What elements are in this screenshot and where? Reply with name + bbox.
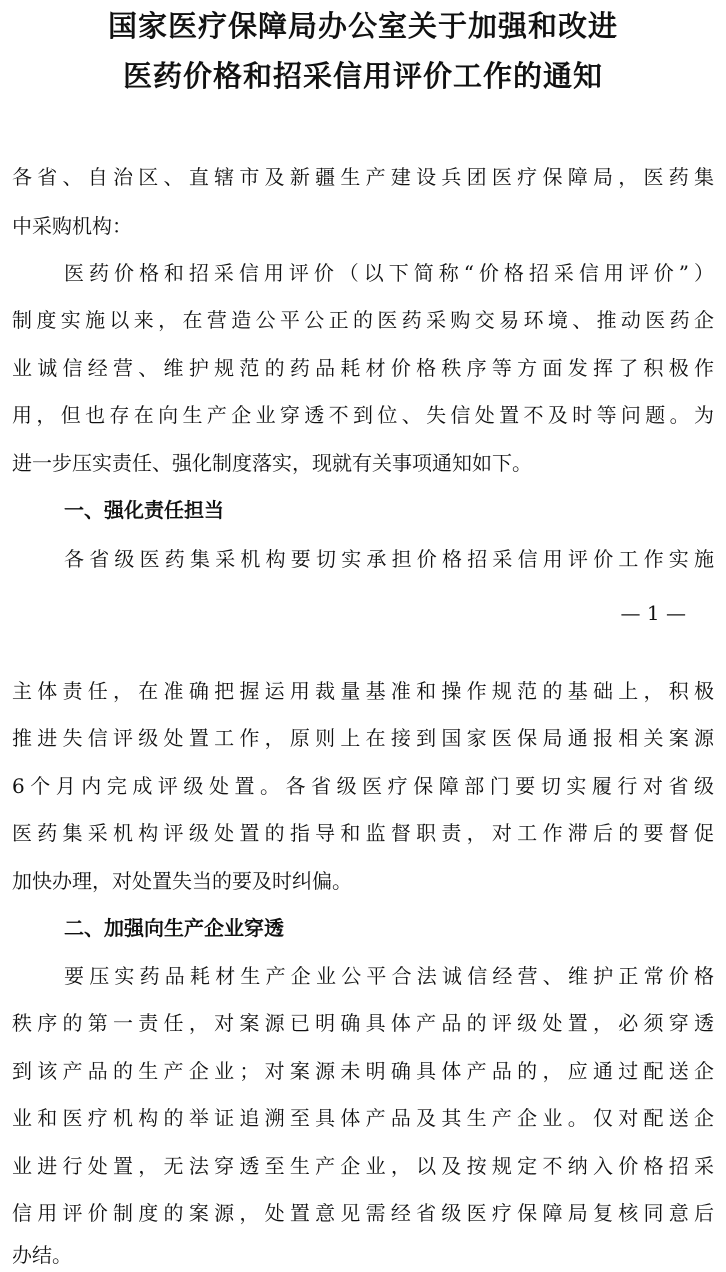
paragraph-line: 业和医疗机构的举证追溯至具体产品及其生产企业。仅对配送企 [12, 1106, 714, 1130]
paragraph-line: 主体责任，在准确把握运用裁量基准和操作规范的基础上，积极 [12, 679, 714, 703]
paragraph-line: 业进行处置，无法穿透至生产企业，以及按规定不纳入价格招采 [12, 1154, 714, 1178]
paragraph-line: 进一步压实责任、强化制度落实，现就有关事项通知如下。 [12, 451, 532, 475]
section-heading-2: 二、加强向生产企业穿透 [64, 916, 284, 940]
document-title-line-2: 医药价格和招采信用评价工作的通知 [122, 59, 603, 93]
page-number: — 1 — [620, 601, 686, 625]
paragraph-line: 推进失信评级处置工作，原则上在接到国家医保局通报相关案源 [12, 726, 714, 750]
section-heading-1: 一、强化责任担当 [64, 498, 224, 522]
paragraph-line: 到该产品的生产企业；对案源未明确具体产品的，应通过配送企 [12, 1059, 714, 1083]
document-title-line-1: 国家医疗保障局办公室关于加强和改进 [107, 9, 618, 43]
paragraph-line: 医药价格和招采信用评价（以下简称“价格招采信用评价”） [64, 261, 714, 285]
paragraph-line: 6个月内完成评级处置。各省级医疗保障部门要切实履行对省级 [12, 774, 714, 798]
paragraph-line: 医药集采机构评级处置的指导和监督职责，对工作滞后的要督促 [12, 821, 714, 845]
paragraph-line: 信用评价制度的案源，处置意见需经省级医疗保障局复核同意后 [12, 1201, 714, 1225]
paragraph-line: 业诚信经营、维护规范的药品耗材价格秩序等方面发挥了积极作 [12, 356, 714, 380]
salutation-line: 各省、自治区、直辖市及新疆生产建设兵团医疗保障局，医药集 [12, 165, 714, 189]
paragraph-line: 制度实施以来，在营造公平公正的医药采购交易环境、推动医药企 [12, 308, 714, 332]
salutation-line: 中采购机构： [12, 214, 132, 238]
paragraph-line: 秩序的第一责任，对案源已明确具体产品的评级处置，必须穿透 [12, 1011, 714, 1035]
paragraph-line: 加快办理，对处置失当的要及时纠偏。 [12, 869, 352, 893]
paragraph-line: 要压实药品耗材生产企业公平合法诚信经营、维护正常价格 [64, 964, 714, 988]
paragraph-line: 用，但也存在向生产企业穿透不到位、失信处置不及时等问题。为 [12, 403, 714, 427]
paragraph-line: 各省级医药集采机构要切实承担价格招采信用评价工作实施 [64, 547, 714, 571]
paragraph-line: 办结。 [12, 1243, 72, 1267]
